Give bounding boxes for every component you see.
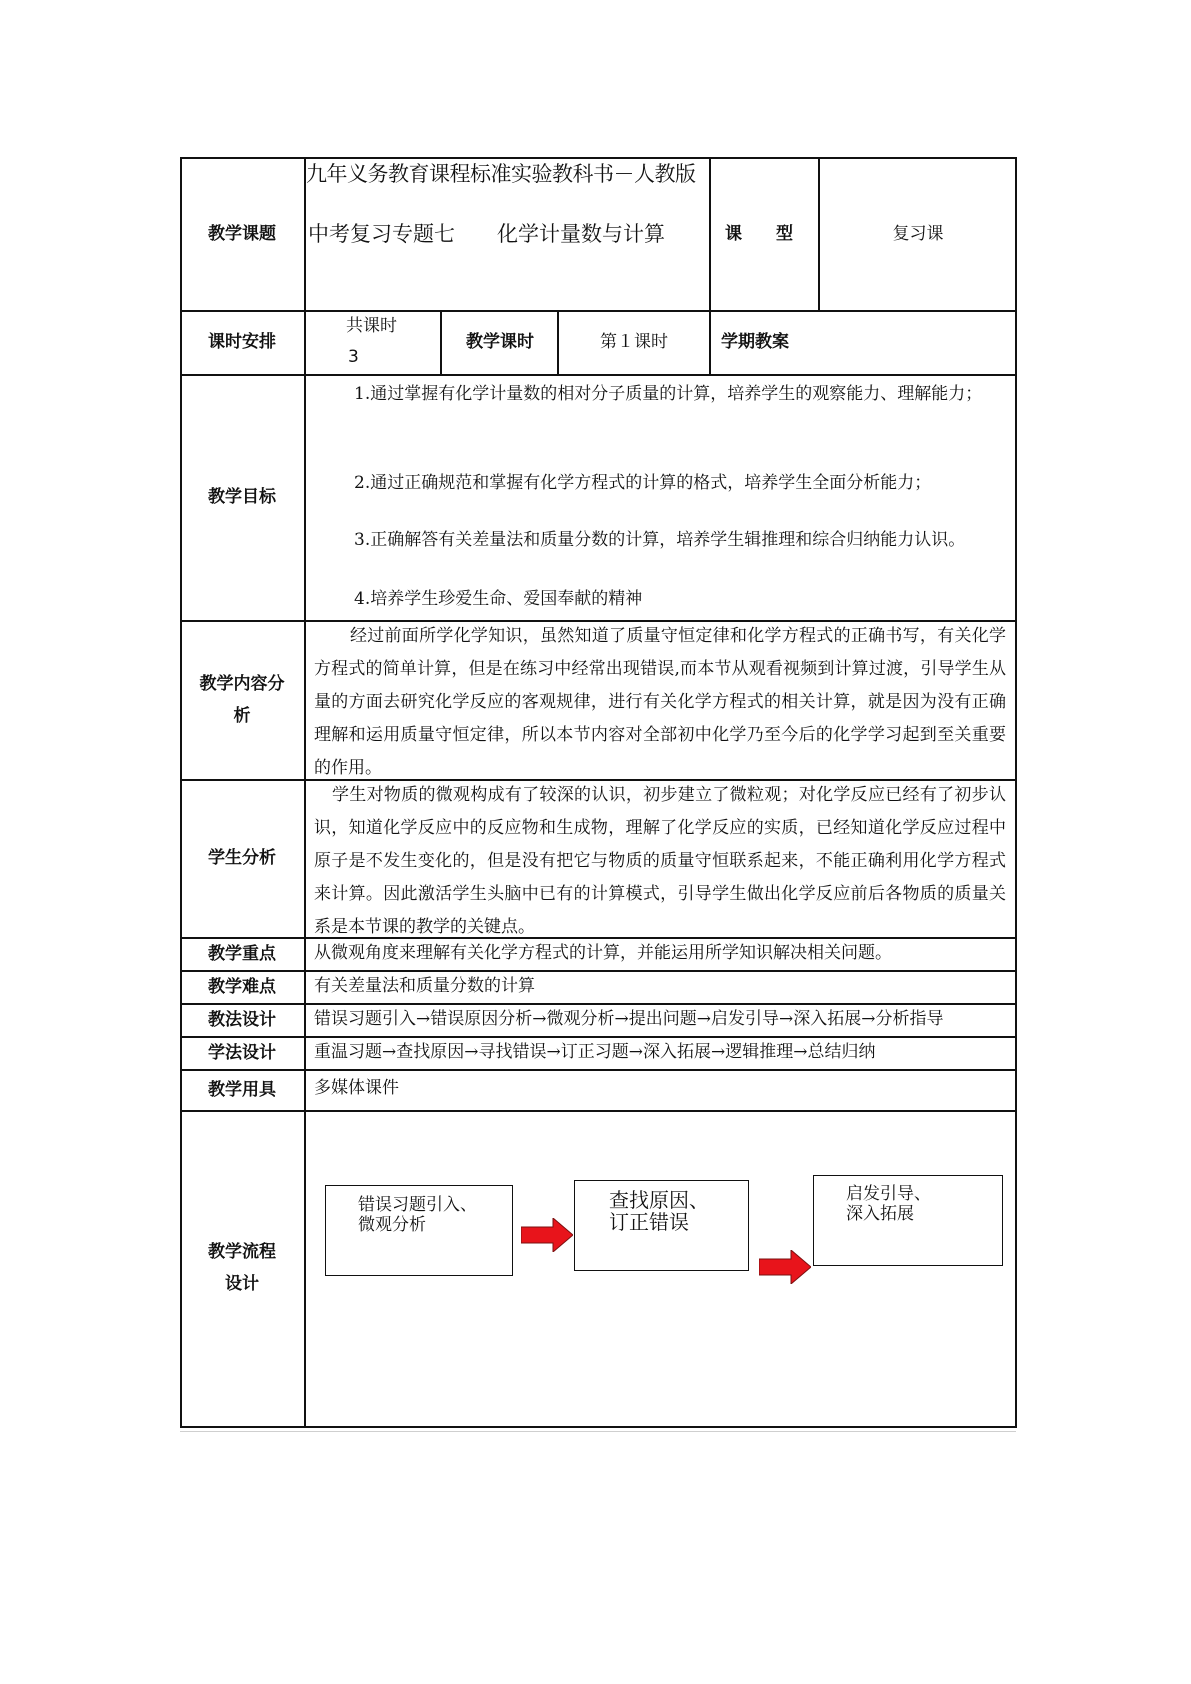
objectives-label: 教学目标 <box>208 487 276 507</box>
difficulty-label: 教学难点 <box>208 976 276 997</box>
lesson-plan-table <box>180 157 1016 1427</box>
student-analysis-text: 学生对物质的微观构成有了较深的认识，初步建立了微粒观；对化学反应已经有了初步认识，知道化学反应中的反应物和生成物，理解了化学反应的实质，已经知道化学反应过程中原子是不发生变化的，但是没有把它与物质的质量守恒联系起来，不能正确利用化学方程式来计算。因此激活学生头脑中已有的计算模式，引导学生做出化学反应前后各物质的质量关系是本节课的教学的关键点。 <box>314 785 1006 937</box>
learning-text: 重温习题→查找原因→寻找错误→订正习题→深入拓展→逻辑推理→总结归纳 <box>314 1042 876 1062</box>
flow-step-box <box>325 1185 513 1276</box>
key-point-text: 从微观角度来理解有关化学方程式的计算，并能运用所学知识解决相关问题。 <box>314 943 892 963</box>
page-shadow-line <box>180 1431 1016 1432</box>
tools-label: 教学用具 <box>208 1079 276 1100</box>
period-label: 教学课时 <box>466 332 534 352</box>
topic-label: 教学课题 <box>208 223 276 244</box>
flow-label: 教学流程 设计 <box>208 1242 276 1294</box>
right-arrow-icon <box>521 1218 573 1252</box>
learning-label: 学法设计 <box>208 1042 276 1063</box>
term-label: 学期教案 <box>721 332 789 352</box>
flow-step-text: 启发引导、 深入拓展 <box>846 1184 931 1224</box>
type-label: 课 型 <box>725 224 793 244</box>
difficulty-text: 有关差量法和质量分数的计算 <box>314 976 535 996</box>
objective-item: 2.通过正确规范和掌握有化学方程式的计算的格式，培养学生全面分析能力； <box>354 473 932 493</box>
label-column-divider <box>304 157 306 1428</box>
objective-item: 4.培养学生珍爱生命、爱国奉献的精神 <box>354 589 643 609</box>
right-arrow-icon <box>759 1250 811 1284</box>
textbook-title: 九年义务教育课程标准实验教科书－人教版 <box>306 162 696 186</box>
content-analysis-label: 教学内容分析 <box>199 673 285 726</box>
total-periods-value: 3 <box>348 347 359 367</box>
flow-step-text: 错误习题引入、 微观分析 <box>358 1195 477 1235</box>
flow-step-text: 查找原因、 订正错误 <box>609 1188 709 1234</box>
key-point-label: 教学重点 <box>208 943 276 964</box>
schedule-label: 课时安排 <box>208 332 276 352</box>
type-value: 复习课 <box>892 224 944 244</box>
total-periods-text: 共课时 <box>346 316 397 336</box>
objective-item: 3.正确解答有关差量法和质量分数的计算，培养学生辑推理和综合归纳能力认识。 <box>354 530 966 550</box>
content-analysis-text: 经过前面所学化学知识，虽然知道了质量守恒定律和化学方程式的正确书写，有关化学方程式的简单计算，但是在练习中经常出现错误,而本节从观看视频到计算过渡，引导学生从量的方面去研究化学反应的客观规律，进行有关化学方程式的相关计算，就是因为没有正确理解和运用质量守恒定律，所以本节内容对全部初中化学乃至今后的化学学习起到至关重要的作用。 <box>314 626 1006 778</box>
flow-step-box <box>813 1175 1003 1266</box>
method-label: 教法设计 <box>208 1009 276 1030</box>
topic-title: 中考复习专题七 化学计量数与计算 <box>308 222 665 246</box>
table-border-right <box>1015 157 1017 1428</box>
student-analysis-label: 学生分析 <box>208 848 276 868</box>
period-value: 第１课时 <box>600 332 668 352</box>
column-divider <box>709 157 711 375</box>
method-text: 错误习题引入→错误原因分析→微观分析→提出问题→启发引导→深入拓展→分析指导 <box>314 1009 944 1029</box>
flow-step-box <box>574 1180 749 1271</box>
objective-item: 1.通过掌握有化学计量数的相对分子质量的计算，培养学生的观察能力、理解能力； <box>354 384 983 404</box>
tools-text: 多媒体课件 <box>314 1078 399 1098</box>
